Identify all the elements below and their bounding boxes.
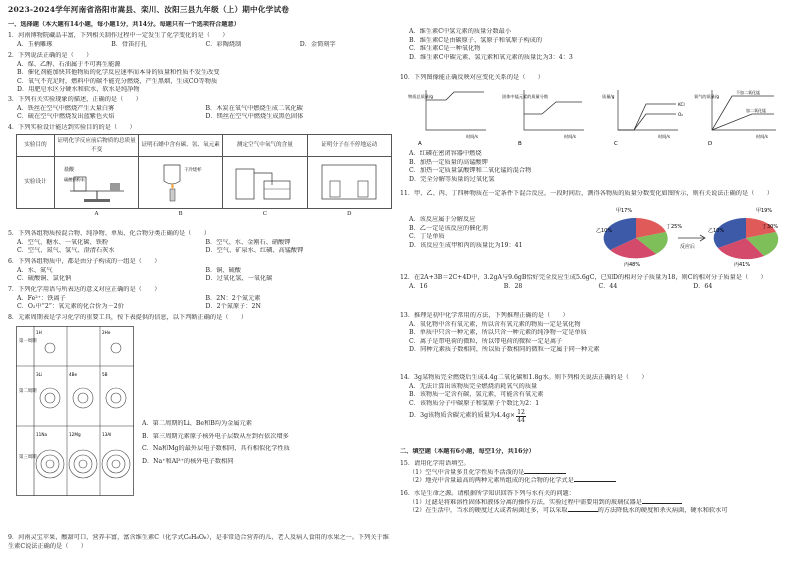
- option-c[interactable]: C．硫在空气中燃烧发出蓝紫色火焰: [17, 113, 115, 121]
- pie-before: [604, 218, 668, 258]
- option-d[interactable]: D．完全分解等质量的过氧化氢: [409, 175, 495, 183]
- question-6: [8, 258, 394, 284]
- table-header: 实验设计: [17, 157, 55, 209]
- option-c[interactable]: C．空气、氮气、氢气、澄清石灰水: [17, 247, 115, 255]
- option-c[interactable]: C．O₂中“2”：氧元素的化合价为－2价: [17, 303, 124, 311]
- question-10: [400, 74, 788, 83]
- question-stem: 6．下列各组物质中，都是由分子构成的一组是（ ）: [8, 258, 161, 265]
- option-b[interactable]: B．该物质一定含有碳、氢元素，可能含有氧元素: [409, 391, 544, 399]
- figure-label: 盐酸: [63, 166, 74, 173]
- option-c[interactable]: C．Na和Mg的最外层电子数相同，具有相似化学性质: [142, 445, 290, 453]
- option-b[interactable]: B．木炭在氧气中燃烧生成二氧化碳: [205, 104, 303, 112]
- option-c[interactable]: C．丁是单质: [409, 233, 445, 241]
- pie-figure: [596, 204, 786, 270]
- option-d-text: D．3g该物质含碳元素的质量为4.4g×: [409, 412, 516, 420]
- y-axis-label: 物质总质量/g: [408, 94, 434, 99]
- fill-item: [400, 499, 788, 508]
- option-b[interactable]: B．催化剂能加快其他物质的化学反应速率而本身的质量和性质不发生改变: [17, 69, 220, 77]
- option-a[interactable]: A．16: [409, 282, 428, 290]
- option-a[interactable]: A．铁丝在空气中燃烧产生大量白雾: [17, 104, 115, 112]
- graph-label-b: B: [518, 141, 522, 146]
- option-c[interactable]: C．氧气不充足时，燃料中的碳不能充分燃烧，产生黑烟，生成CO等物质: [17, 77, 218, 85]
- option-b[interactable]: B．28: [503, 282, 523, 290]
- option-b[interactable]: B．2N：2个氮元素: [205, 294, 261, 302]
- pie-label: 丙41%: [734, 262, 751, 268]
- question-stem: 2．下列说法正确的是（ ）: [8, 52, 93, 59]
- option-d[interactable]: D．金简刻字: [299, 40, 336, 48]
- question-stem: 4．下列实验设计能达到实验目的的是（ ）: [8, 124, 136, 131]
- pie-label: 丁25%: [666, 224, 683, 230]
- figure-diffusion: [307, 157, 391, 209]
- option-b[interactable]: B．维生素C是由碳原子、氢原子和氧原子构成的: [409, 36, 543, 44]
- x-axis-label: 时间/s: [658, 134, 670, 139]
- option-a[interactable]: A．空气、糖水、一氧化碳、铁粉: [17, 238, 109, 246]
- question-15: [400, 460, 788, 486]
- question-stem: 14．3g某物质完全燃烧后生成4.4g二氧化碳和1.8g水。则下列相关说法正确的是（ ）: [400, 374, 648, 381]
- option-c[interactable]: C．维生素C是一种氧化物: [409, 45, 481, 53]
- fill-item: [400, 469, 788, 478]
- option-a[interactable]: A．无法计算出该物质完全燃烧消耗氧气的质量: [409, 382, 538, 390]
- table-header: 实验目的: [17, 135, 55, 157]
- question-stem: 10．下列图像能正确反映对应变化关系的是（ ）: [400, 74, 544, 81]
- atom-label: 2He: [102, 330, 111, 335]
- atom-label: 12Mg: [69, 432, 81, 437]
- fill-item: [400, 507, 788, 516]
- question-stem: 5．下列各组物质按混合物、纯净物、单质、化合物分类正确的是（ ）: [8, 230, 210, 237]
- pie-label: 甲19%: [756, 208, 773, 214]
- option-b[interactable]: B．第三周期元素原子核外电子层数从左到右依次增多: [142, 432, 289, 440]
- question-3: [8, 96, 394, 122]
- option-b[interactable]: B．单质中只含一种元素，所以只含一种元素的纯净物一定是单质: [409, 329, 587, 337]
- table-cell: 证明分子在不停地运动: [307, 135, 391, 157]
- answer-blank[interactable]: [642, 503, 682, 504]
- option-a[interactable]: A．玉柄雕琢: [17, 40, 53, 48]
- option-b[interactable]: B．铜、硫酸: [205, 266, 241, 274]
- option-d[interactable]: [400, 408, 788, 424]
- graphs-figure: [406, 84, 786, 146]
- figure-label-d: D: [347, 211, 352, 217]
- question-stem: 11．甲、乙、丙、丁四种物质在一定条件下混合反应，一段时间后，测得各物质的质量分数变化如图所示，则有关说法正确的是（ ）: [400, 190, 773, 197]
- option-d[interactable]: D．2个氮原子：2N: [205, 303, 261, 311]
- question-stem: 9．河南灵宝苹果，酸甜可口，营养丰富，富含维生素C（化学式C₆H₈O₆），是非常适合营养的儿、老人及病人食用的水果之一。下列关于维生素C说法正确的是（ ）: [8, 534, 389, 550]
- answer-blank[interactable]: [524, 473, 566, 474]
- figure-label: 碳酸钠粉末: [63, 176, 85, 182]
- option-d[interactable]: D．维生素C中碳元素、氢元素和氧元素的质量比为3：4：3: [409, 53, 573, 61]
- atom-label: 11Na: [36, 432, 48, 437]
- pie-label: 丙48%: [624, 262, 641, 268]
- option-c[interactable]: C．硫酸铜、氯化钠: [17, 275, 72, 283]
- fill-item: [400, 477, 788, 486]
- fraction: [516, 409, 526, 424]
- arrow-label: 反应后: [680, 244, 696, 250]
- fill-item-text: （2）地壳中含量最高的两种元素所组成的化合物的化学式是: [409, 477, 574, 485]
- option-a[interactable]: A．水、氮气: [17, 266, 53, 274]
- fill-item-text: （2）在生活中，当水的硬度过大或者病菌过多，可以采取: [409, 507, 568, 515]
- option-d[interactable]: D．空气、矿泉水、红磷、高锰酸钾: [205, 247, 304, 255]
- option-a[interactable]: A．Fe²⁺：铁离子: [17, 294, 66, 302]
- periodic-table-figure: [16, 326, 134, 496]
- option-b[interactable]: B．乙一定是该反应的催化剂: [409, 224, 488, 232]
- experiment-table: [16, 134, 392, 220]
- question-9: [8, 534, 394, 551]
- line-label: 不加二氧化锰: [736, 90, 760, 95]
- graph-label-a: A: [418, 141, 422, 146]
- graph-label-d: D: [708, 141, 713, 146]
- y-axis-label: 固体中锰元素的质量分数: [502, 94, 549, 99]
- line-label: 加二氧化锰: [746, 108, 766, 113]
- question-12: [400, 274, 788, 291]
- question-8-options: [142, 420, 392, 466]
- answer-blank[interactable]: [568, 511, 598, 512]
- question-2: [8, 52, 394, 95]
- graph-label-c: C: [614, 141, 618, 146]
- figure-label-b: B: [178, 211, 183, 217]
- atom-label: 3Li: [36, 372, 43, 377]
- figure-candle: [139, 157, 223, 209]
- y-axis-label: 质量/g: [602, 94, 615, 99]
- table-cell: 测定空气中氧气的含量: [223, 135, 307, 157]
- answer-blank[interactable]: [574, 481, 616, 482]
- period-label: 第一周期: [19, 339, 37, 344]
- option-d[interactable]: D．Na⁺和Al³⁺的核外电子数相同: [142, 457, 234, 465]
- option-d[interactable]: D．过氧化氢、一氧化碳: [205, 275, 273, 283]
- option-b[interactable]: B．空气、水、金刚石、硝酸钾: [205, 238, 291, 246]
- figure-label-a: A: [94, 211, 99, 217]
- atom-label: 5B: [102, 372, 108, 377]
- atom-label: 4Be: [69, 372, 78, 377]
- option-c[interactable]: C．离子是带电荷的微粒，所以带电荷的微粒一定是离子: [409, 337, 563, 345]
- question-11: [400, 190, 788, 199]
- figure-label: 干冷烧杯: [183, 167, 202, 173]
- period-label: 第二周期: [19, 389, 37, 394]
- figure-balance: [55, 157, 139, 209]
- option-a[interactable]: A．煤、乙醇、石油属于不可再生能源: [17, 60, 121, 68]
- option-d[interactable]: D．64: [693, 282, 713, 290]
- question-11-options: [400, 216, 590, 250]
- option-d[interactable]: D．用肥皂水区分硬水和软水，软水是纯净物: [17, 86, 140, 94]
- pie-label: 乙10%: [596, 228, 613, 234]
- option-b[interactable]: B．加热一定质量的高锰酸钾: [409, 158, 488, 166]
- option-c[interactable]: C．44: [598, 282, 618, 290]
- question-8: [8, 314, 394, 323]
- option-d[interactable]: D．同种元素质子数相同，所以质子数相同的微粒一定属于同一种元素: [409, 346, 600, 354]
- question-10-options: [400, 150, 788, 184]
- question-7: [8, 286, 394, 312]
- question-13: [400, 312, 788, 355]
- question-9-options: [400, 28, 788, 62]
- option-b[interactable]: B．骨笛打孔: [111, 40, 147, 48]
- figure-label-c: C: [262, 211, 267, 217]
- question-14: [400, 374, 788, 424]
- question-16: [400, 490, 788, 516]
- pie-label: 甲17%: [616, 208, 633, 214]
- section-heading: 一、选择题（本大题有14小题，每小题1分，共14分。每题只有一个选项符合题意）: [8, 21, 240, 28]
- question-stem: 8．元素周期表是学习化学的重要工具，按下表提供的信息，以下判断正确的是（ ）: [8, 314, 248, 321]
- table-cell: 证明化学反应前后物质的总质量不变: [55, 135, 139, 157]
- question-1: [8, 32, 394, 49]
- question-stem: 15．请用化学用语填空。: [400, 460, 470, 467]
- table-cell: 证明石蜡中含有碳、氢、氧元素: [139, 135, 223, 157]
- option-c[interactable]: C．该物质分子中碳原子和氢原子个数比为2：1: [409, 399, 540, 407]
- fill-item-text: （1）过滤是将难溶性固体和液体分离的操作方法，实验过程中需要用到的玻璃仪器是: [409, 498, 642, 506]
- option-c[interactable]: C．彩陶烧制: [205, 40, 242, 48]
- atom-label: 13Al: [102, 432, 112, 437]
- question-5: [8, 230, 394, 256]
- line-label: KCl: [678, 102, 685, 107]
- option-a[interactable]: A．第二周期的Li、Be和B均为金属元素: [142, 420, 252, 427]
- question-4: [8, 124, 394, 133]
- atom-label: 1H: [36, 330, 42, 335]
- option-a[interactable]: A．维生素C中氢元素的质量分数最小: [409, 28, 512, 35]
- fill-item-text: 的方法降低水的硬度和杀灭病菌，硬水和软水可: [597, 507, 728, 515]
- pie-label: 丁30%: [762, 224, 779, 230]
- period-label: 第三周期: [19, 455, 37, 460]
- x-axis-label: 时间/s: [466, 134, 478, 139]
- option-d[interactable]: D．该反应生成甲和丙的质量比为19：41: [409, 241, 523, 249]
- fraction-denominator: 44: [517, 416, 525, 424]
- line-label: O₂: [678, 112, 683, 117]
- fill-item-text: （1）空气中含量多且化学性质不活泼的是: [409, 468, 525, 476]
- y-axis-label: 氧气的质量/g: [694, 94, 720, 99]
- option-c[interactable]: C．加热一定质量氯酸钾和二氧化锰的混合物: [409, 167, 532, 175]
- question-stem: 3．下列有关实验现象的描述，正确的是（ ）: [8, 96, 142, 103]
- pie-label: 乙10%: [708, 228, 725, 234]
- exam-title: 2023-2024学年河南省洛阳市嵩县、栾川、汝阳三县九年级（上）期中化学试卷: [8, 5, 290, 14]
- question-stem: 7．下列化学用语与所表达的意义对应正确的是（ ）: [8, 286, 161, 293]
- question-stem: 1．河南博物院藏品丰富，下列相关制作过程中一定发生了化学变化的是（ ）: [8, 32, 229, 39]
- option-a[interactable]: A．红磷在密闭容器中燃烧: [409, 150, 482, 157]
- option-d[interactable]: D．镁丝在空气中燃烧生成黑色固体: [205, 113, 304, 121]
- question-stem: 16．水是生命之源。请根据所学知识回答下列与水有关的问题：: [400, 490, 575, 497]
- option-a[interactable]: A．该反应属于分解反应: [409, 216, 476, 223]
- figure-oxygen-apparatus: [223, 157, 307, 209]
- option-a[interactable]: A．氧化物中含有氧元素，所以含有氧元素的物质一定是氧化物: [409, 320, 581, 328]
- question-stem: 13．推理是初中化学常用的方法，下列推理正确的是（ ）: [400, 312, 569, 319]
- x-axis-label: 时间/s: [756, 134, 768, 139]
- section-heading: 二、填空题（本题有6小题，每空1分，共16分）: [400, 448, 535, 455]
- question-stem: 12．在2A+3B＝2C+4D中，3.2gA与9.6gB恰好完全反应生成5.6gC，已知D的相对分子质量为18，则C的相对分子质量是（ ）: [400, 274, 767, 281]
- fraction-numerator: 12: [517, 408, 525, 416]
- x-axis-label: 时间/s: [564, 134, 576, 139]
